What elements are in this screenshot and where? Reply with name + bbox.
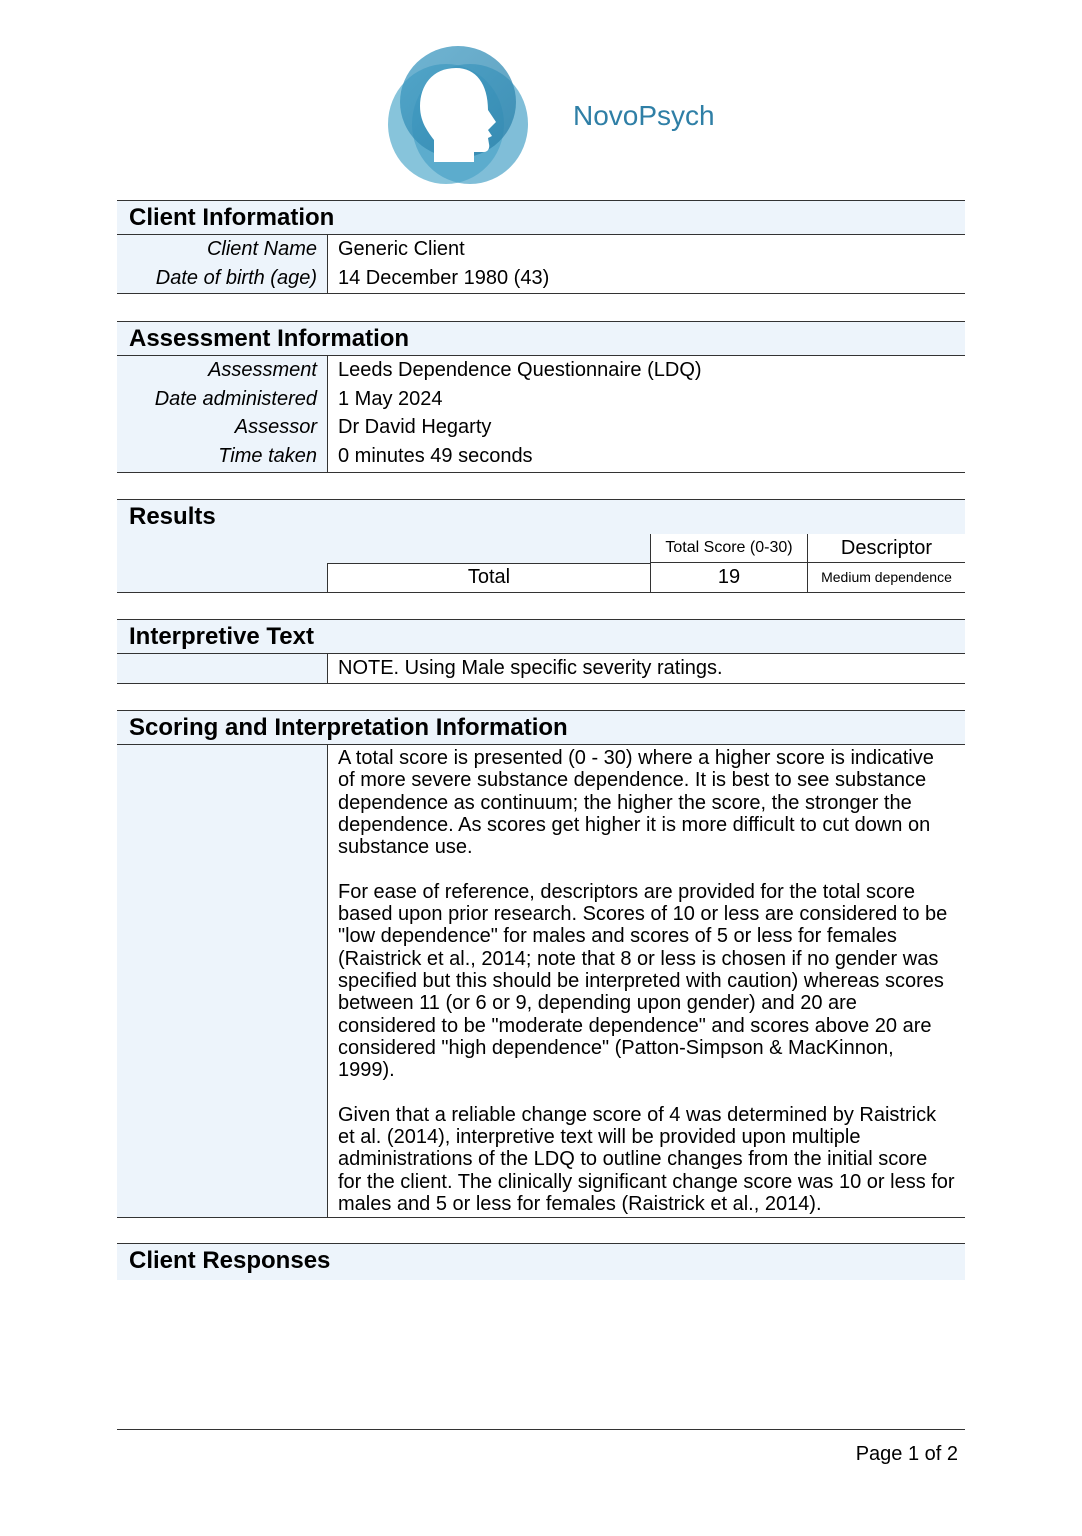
scoring-text	[338, 747, 965, 1215]
total-row-label: Total	[327, 563, 650, 592]
results-table	[117, 534, 965, 593]
field-value: Leeds Dependence Questionnaire (LDQ)	[338, 359, 702, 381]
kv-row	[117, 413, 965, 442]
field-value: 1 May 2024	[338, 387, 443, 410]
assessment-information-section	[117, 321, 965, 473]
head-profile-logo-icon	[384, 44, 532, 186]
section-title: Client Responses	[117, 1243, 965, 1280]
descriptor-value: Medium dependence	[807, 563, 965, 592]
section-title: Client Information	[117, 200, 965, 235]
footer-divider	[117, 1429, 965, 1430]
section-title: Assessment Information	[117, 321, 965, 356]
field-label: Date administered	[154, 387, 317, 410]
paragraph: For ease of reference, descriptors are provided for the total score based upon prior research. Scores of 10 or less are considered to be "low dependence" for males and scores of 5 or less for females (Raistrick et al., 2014; note that 8 or less is chosen if no gender was specified but this should be interpreted with caution) whereas scores between 11 (or 6 or 9, depending upon gender) and 20 are considered to be "moderate dependence" and scores above 20 are considered "high dependence" (Patton-Simpson & MacKinnon, 1999).	[338, 880, 948, 1082]
kv-row	[117, 356, 965, 385]
field-value: Dr David Hegarty	[338, 416, 492, 439]
assessment-information-table	[117, 356, 965, 473]
total-score-value: 19	[650, 563, 807, 592]
section-title: Interpretive Text	[117, 619, 965, 654]
field-label: Date of birth (age)	[155, 266, 317, 289]
page-number: Page 1 of 2	[855, 1443, 958, 1465]
field-label: Time taken	[218, 445, 317, 468]
field-value: Generic Client	[338, 238, 465, 260]
score-column-header: Total Score (0-30)	[650, 534, 807, 563]
results-section	[117, 499, 965, 593]
kv-row	[117, 264, 965, 293]
field-label: Assessor	[234, 416, 317, 439]
kv-row	[117, 235, 965, 264]
report-header	[0, 0, 1082, 200]
scoring-information-section	[117, 710, 965, 1218]
field-label: Client Name	[206, 238, 317, 260]
section-title: Results	[117, 499, 965, 534]
paragraph: Given that a reliable change score of 4 was determined by Raistrick et al. (2014), interpretive text will be provided upon multiple administrations of the LDQ to outline changes from the initial score for the client. The clinically significant change score was 10 or less for males and 5 or less for females (Raistrick et al., 2014).	[338, 1103, 955, 1215]
kv-row	[117, 442, 965, 471]
field-value: 14 December 1980 (43)	[338, 266, 550, 289]
client-information-section	[117, 200, 965, 294]
interpretive-text-section	[117, 619, 965, 684]
field-value: 0 minutes 49 seconds	[338, 445, 533, 468]
kv-row	[117, 385, 965, 414]
interpretive-text-body	[117, 654, 965, 684]
field-label: Assessment	[208, 359, 317, 381]
descriptor-column-header: Descriptor	[807, 534, 965, 563]
interpretive-note: NOTE. Using Male specific severity ratings.	[338, 657, 723, 679]
client-information-table	[117, 235, 965, 294]
client-responses-section	[117, 1243, 965, 1280]
section-title: Scoring and Interpretation Information	[117, 710, 965, 745]
brand-name: NovoPsych	[573, 100, 715, 131]
paragraph: A total score is presented (0 - 30) where a higher score is indicative of more severe substance dependence. It is best to see substance dependence as continuum; the higher the score, the stronger the dependence. As scores get higher it is more difficult to cut down on substance use.	[338, 747, 934, 859]
scoring-information-body	[117, 745, 965, 1218]
